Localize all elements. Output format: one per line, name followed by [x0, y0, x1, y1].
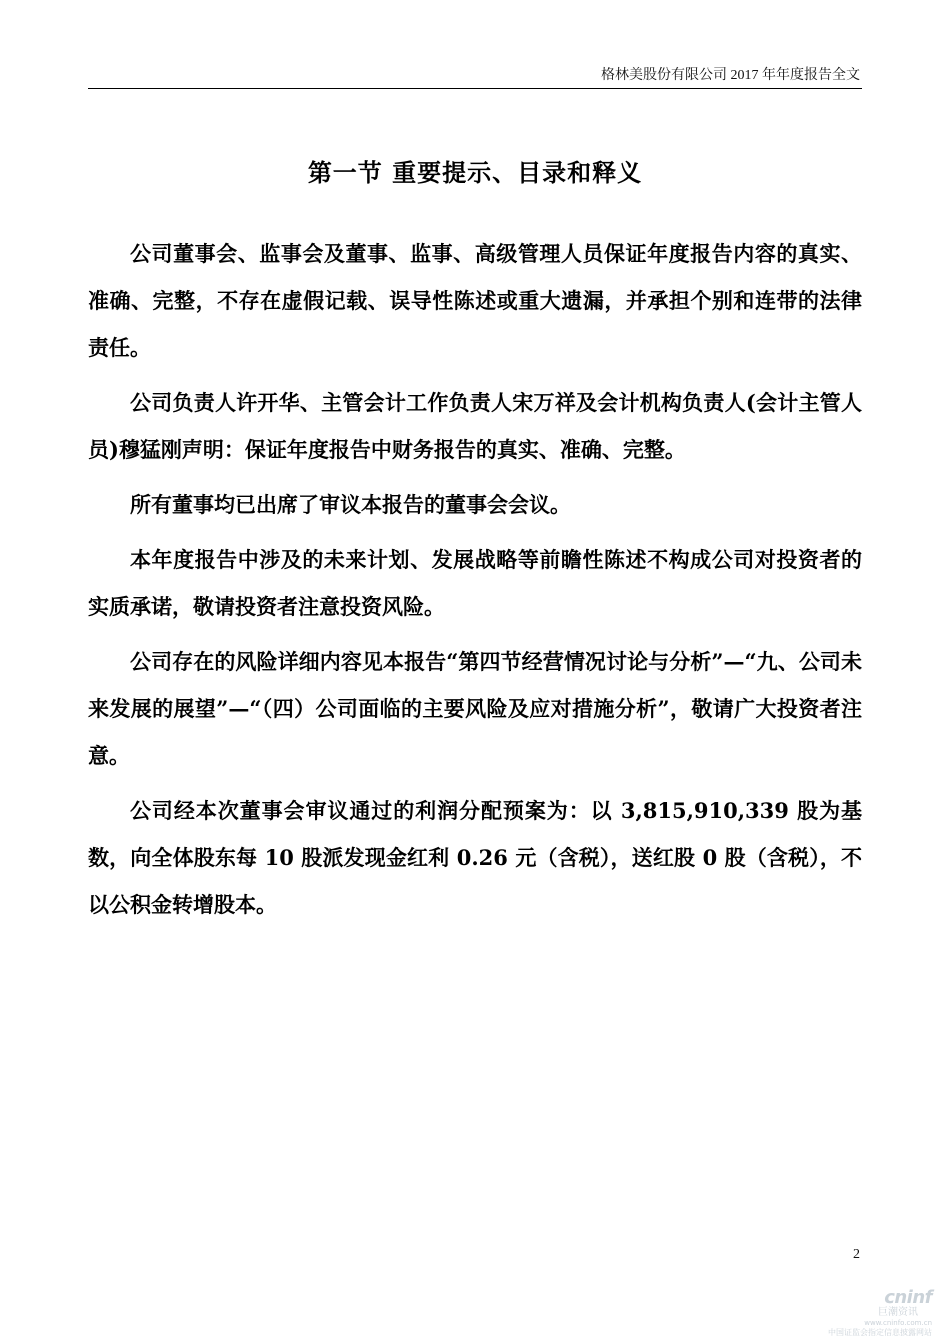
watermark-name: 巨潮资讯	[878, 1307, 918, 1318]
running-header: 格林美股份有限公司 2017 年年度报告全文	[601, 68, 860, 83]
cninfo-watermark	[814, 1289, 932, 1338]
watermark-url: www.cninfo.com.cn	[864, 1319, 932, 1327]
cninfo-logo: cninf	[884, 1287, 932, 1308]
paragraph-responsibility-statement: 公司董事会、监事会及董事、监事、高级管理人员保证年度报告内容的真实、准确、完整，不存在虚假记载、误导性陈述或重大遗漏，并承担个别和连带的法律责任。	[88, 241, 862, 360]
page-number: 2	[853, 1247, 860, 1262]
watermark-tagline: 中国证监会指定信息披露网站	[828, 1328, 932, 1337]
paragraph-risk-notice: 公司存在的风险详细内容见本报告“第四节经营情况讨论与分析”—“九、公司未来发展的展望”—“（四）公司面临的主要风险及应对措施分析”，敬请广大投资者注意。	[88, 649, 862, 768]
paragraph-profit-distribution: 公司经本次董事会审议通过的利润分配预案为：以 3,815,910,339 股为基数，向全体股东每 10 股派发现金红利 0.26 元（含税），送红股 0 股（含税），不以公积金转增股本。	[88, 798, 862, 917]
document-body	[88, 230, 862, 936]
paragraph-board-attendance: 所有董事均已出席了审议本报告的董事会会议。	[130, 492, 571, 517]
paragraph-financial-declaration: 公司负责人许开华、主管会计工作负责人宋万祥及会计机构负责人(会计主管人员)穆猛刚声明：保证年度报告中财务报告的真实、准确、完整。	[88, 390, 862, 462]
paragraph-forward-looking: 本年度报告中涉及的未来计划、发展战略等前瞻性陈述不构成公司对投资者的实质承诺，敬请投资者注意投资风险。	[88, 547, 862, 619]
header-divider	[88, 88, 862, 89]
section-title: 第一节 重要提示、目录和释义	[307, 158, 643, 187]
